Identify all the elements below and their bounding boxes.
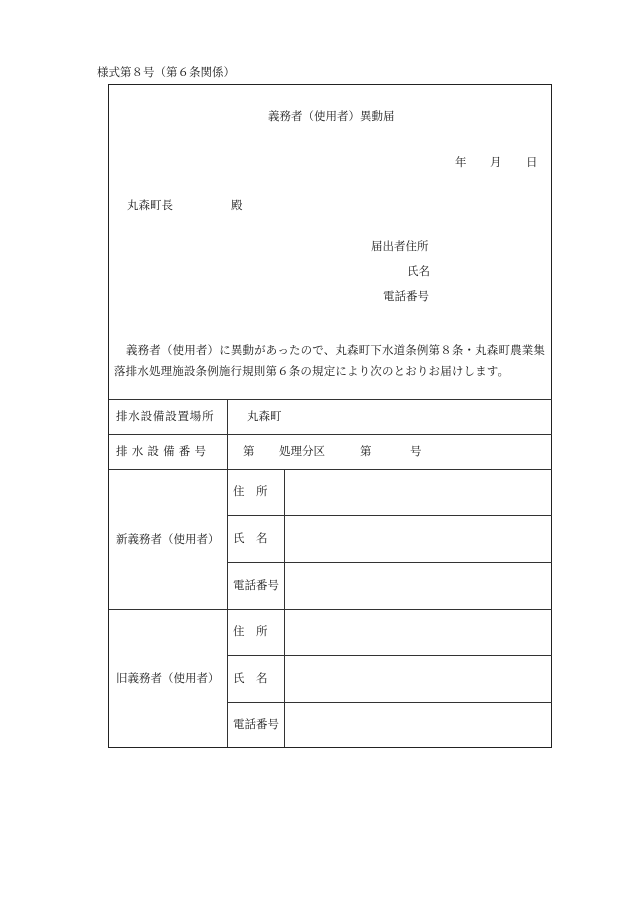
drainage-number-label: 排水設備番号 [116,444,211,458]
row-divider [109,609,552,610]
row-divider [227,562,552,563]
new-phone-label: 電話番号 [233,578,279,592]
declaration-text: 義務者（使用者）に異動があったので、丸森町下水道条例第８条・丸森町農業集落排水処理施設条例施行規則第６条の規定により次のとおりお届けします。 [114,343,546,378]
form-reference: 様式第８号（第６条関係） [97,65,235,79]
number-dai-second: 第 [360,444,372,458]
addressee-name: 丸森町長 [127,198,173,212]
applicant-name-label: 氏名 [407,264,430,278]
row-divider [109,434,552,435]
drainage-location-label: 排水設備設置場所 [116,409,215,423]
date-year-label: 年 [455,155,467,169]
new-name-label: 氏 名 [233,531,268,545]
applicant-phone-label: 電話番号 [383,289,429,303]
form-title: 義務者（使用者）異動届 [268,109,395,123]
row-divider [227,702,552,703]
applicant-address-label: 届出者住所 [371,239,429,253]
number-go: 号 [410,444,422,458]
column-divider [284,469,285,747]
addressee-honorific: 殿 [231,198,243,212]
row-divider [109,469,552,470]
number-dai: 第 [243,444,255,458]
drainage-location-value: 丸森町 [247,409,282,423]
old-obligor-label: 旧義務者（使用者） [116,671,220,685]
row-divider [227,515,552,516]
table-top-line [109,399,552,400]
old-name-label: 氏 名 [233,671,268,685]
date-month-label: 月 [490,155,502,169]
old-address-label: 住 所 [233,624,268,638]
row-divider [227,655,552,656]
number-shori-bunku: 処理分区 [279,444,325,458]
new-address-label: 住 所 [233,484,268,498]
column-divider [227,399,228,747]
new-obligor-label: 新義務者（使用者） [116,532,220,546]
date-day-label: 日 [526,155,538,169]
old-phone-label: 電話番号 [233,717,279,731]
